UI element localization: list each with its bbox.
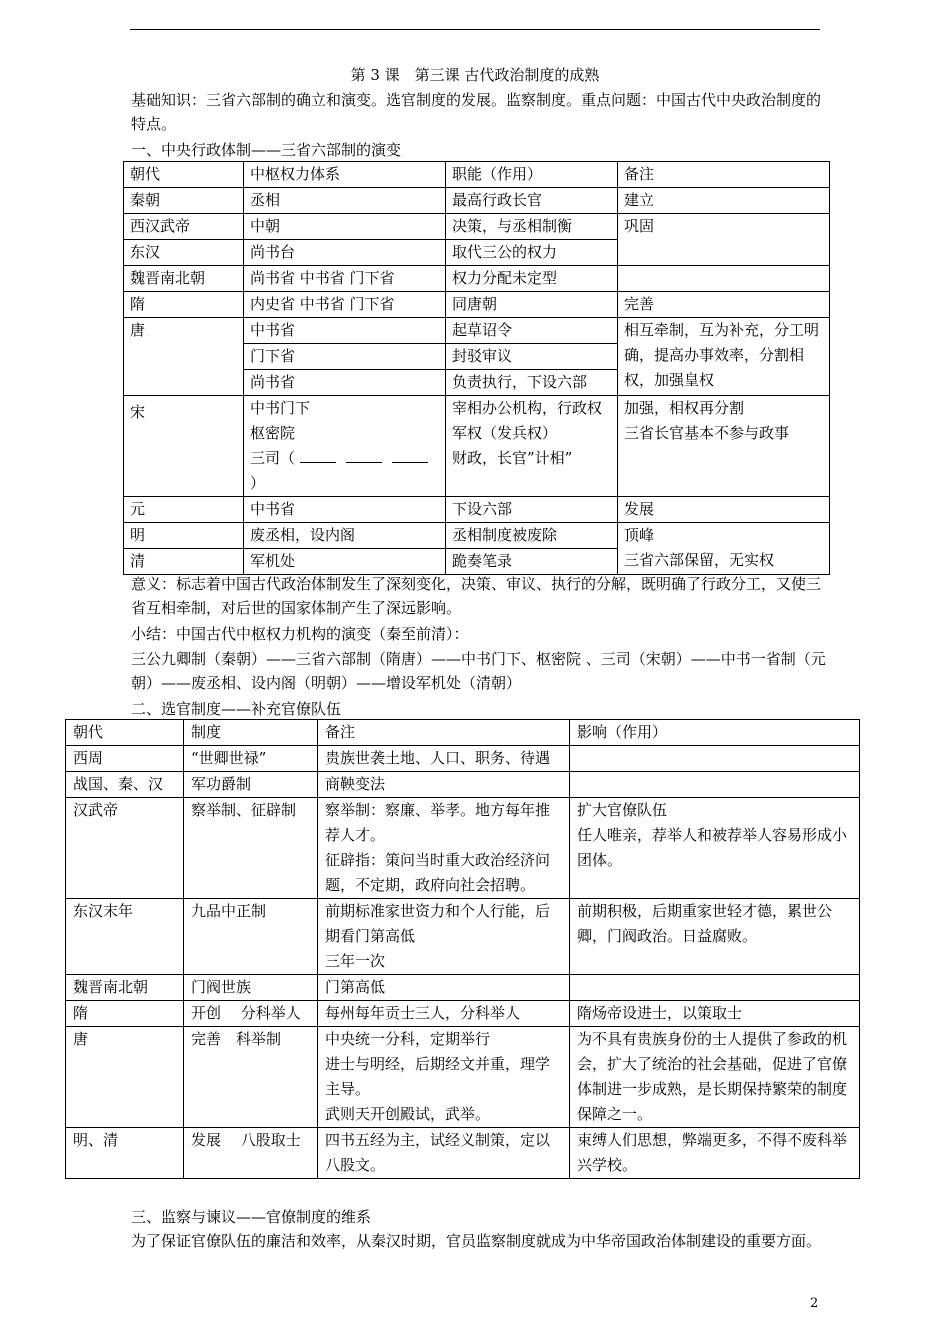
dynasty-cell: 汉武帝	[66, 798, 184, 899]
official-selection-table	[65, 719, 860, 1179]
fill-blank	[346, 448, 382, 463]
note-cell: 门第高低	[318, 975, 570, 1001]
central-admin-table	[123, 161, 830, 575]
dynasty-cell: 明	[124, 523, 244, 549]
note-line: 三省长官基本不参与政事	[624, 424, 790, 442]
body-line: 财政，长官”计相”	[452, 449, 573, 467]
sansi-close: ）	[250, 474, 266, 492]
header-cell: 制度	[184, 720, 318, 746]
dynasty-cell: 战国、秦、汉	[66, 772, 184, 798]
body-line: 中书门下	[250, 399, 311, 417]
body-cell: 跪奏笔录	[446, 549, 618, 575]
body-cell: 负责执行，下设六部	[446, 370, 618, 396]
body-cell: 起草诏令	[446, 318, 618, 344]
note-cell: 四书五经为主，试经义制策，定以八股文。	[318, 1128, 570, 1179]
dynasty-cell: 秦朝	[124, 188, 244, 214]
significance-text: 意义：标志着中国古代政治体制发生了深刻变化，决策、审议、执行的分解，既明确了行政分工，又使三省互相牵制，对后世的国家体制产生了深远影响。	[131, 575, 822, 617]
dynasty-cell: 隋	[66, 1001, 184, 1027]
header-cell: 影响（作用）	[570, 720, 860, 746]
table-row	[66, 899, 860, 975]
section3-body: 为了保证官僚队伍的廉洁和效率，从秦汉时期，官员监察制度就成为中华帝国政治体制建设的重要方面。	[131, 1232, 822, 1250]
body-line	[250, 446, 439, 496]
body-line: 军权（发兵权）	[452, 424, 558, 442]
table-row	[66, 772, 860, 798]
note-cell	[618, 396, 830, 497]
body-cell: 取代三公的权力	[446, 240, 618, 266]
note-line: 进士与明经，后期经文并重，理学主导。	[325, 1055, 551, 1098]
table-row	[124, 497, 830, 523]
body-cell: 尚书台	[244, 240, 446, 266]
dynasty-cell: 明、清	[66, 1128, 184, 1179]
dynasty-cell: 魏晋南北朝	[124, 266, 244, 292]
body-cell: 中书省	[244, 318, 446, 344]
system-cell: 发展 八股取士	[184, 1128, 318, 1179]
table-header-row	[124, 162, 830, 188]
summary-title: 小结：中国古代中枢权力机构的演变（秦至前清）：	[131, 625, 469, 643]
note-line: 加强，相权再分割	[624, 399, 745, 417]
system-cell: 开创 分科举人	[184, 1001, 318, 1027]
body-cell: 中书省	[244, 497, 446, 523]
impact-cell	[570, 975, 860, 1001]
table-row	[124, 266, 830, 292]
body-cell: 丞相	[244, 188, 446, 214]
table-row	[124, 292, 830, 318]
body-line: 宰相办公机构，行政权	[452, 399, 603, 417]
note-cell: 建立	[618, 188, 830, 214]
table-row	[66, 975, 860, 1001]
table-row	[66, 1027, 860, 1128]
intro-text: 基础知识：三省六部制的确立和演变。选官制度的发展。监察制度。重点问题：中国古代中央政治制度的特点。	[131, 91, 822, 133]
table-row	[124, 396, 830, 497]
dynasty-cell: 魏晋南北朝	[66, 975, 184, 1001]
table-row	[124, 318, 830, 344]
page-title: 第 3 课 第三课 古代政治制度的成熟	[350, 66, 600, 84]
note-cell	[618, 266, 830, 292]
body-cell: 军机处	[244, 549, 446, 575]
table-row	[66, 746, 860, 772]
body-cell: 废丞相，设内阁	[244, 523, 446, 549]
dynasty-cell: 东汉	[124, 240, 244, 266]
header-cell: 备注	[618, 162, 830, 188]
note-line: 前期标准家世资力和个人行能，后期看门第高低	[325, 902, 551, 945]
table-row	[124, 188, 830, 214]
dynasty-label: 宋	[130, 403, 146, 421]
body-cell: 内史省 中书省 门下省	[244, 292, 446, 318]
table-row	[66, 1128, 860, 1179]
table-row	[124, 214, 830, 240]
body-cell: 下设六部	[446, 497, 618, 523]
note-cell	[318, 899, 570, 975]
note-line: 征辟指：策问当时重大政治经济问题，不定期，政府向社会招聘。	[325, 851, 551, 894]
note-line: 顶峰	[624, 526, 655, 544]
body-cell	[244, 396, 446, 497]
note-cell: 发展	[618, 497, 830, 523]
header-cell: 朝代	[66, 720, 184, 746]
section1-heading: 一、中央行政体制——三省六部制的演变	[131, 141, 402, 159]
table-row	[66, 798, 860, 899]
note-line: 三省六部保留，无实权	[624, 551, 775, 569]
system-cell: 完善 科举制	[184, 1027, 318, 1128]
note-cell	[318, 1027, 570, 1128]
header-cell: 中枢权力体系	[244, 162, 446, 188]
impact-cell: 前期积极，后期重家世轻才德，累世公卿，门阀政治。日益腐败。	[570, 899, 860, 975]
impact-cell	[570, 798, 860, 899]
body-cell: 尚书省	[244, 370, 446, 396]
header-cell: 朝代	[124, 162, 244, 188]
impact-cell	[570, 746, 860, 772]
impact-line: 任人唯亲，荐举人和被荐举人容易形成小团体。	[577, 826, 848, 869]
header-rule	[130, 29, 820, 30]
section3-heading: 三、监察与谏议——官僚制度的维系	[131, 1208, 372, 1226]
note-cell: 商鞅变法	[318, 772, 570, 798]
dynasty-cell: 唐	[124, 318, 244, 396]
note-line: 武则天开创殿试，武举。	[325, 1105, 491, 1123]
note-cell: 每州每年贡士三人，分科举人	[318, 1001, 570, 1027]
table-row	[66, 1001, 860, 1027]
dynasty-cell: 唐	[66, 1027, 184, 1128]
note-line: 三年一次	[325, 952, 386, 970]
body-cell: 同唐朝	[446, 292, 618, 318]
system-cell: 察举制、征辟制	[184, 798, 318, 899]
body-cell: 尚书省 中书省 门下省	[244, 266, 446, 292]
system-cell: 军功爵制	[184, 772, 318, 798]
impact-cell: 为不具有贵族身份的士人提供了参政的机会，扩大了统治的社会基础，促进了官僚体制进一步成熟，是长期保持繁荣的制度保障之一。	[570, 1027, 860, 1128]
body-cell: 决策，与丞相制衡	[446, 214, 618, 240]
fill-blank	[392, 448, 428, 463]
dynasty-cell: 东汉末年	[66, 899, 184, 975]
impact-cell	[570, 772, 860, 798]
body-cell: 封驳审议	[446, 344, 618, 370]
note-cell: 贵族世袭土地、人口、职务、待遇	[318, 746, 570, 772]
dynasty-cell	[124, 396, 244, 497]
body-cell: 丞相制度被废除	[446, 523, 618, 549]
impact-line: 扩大官僚队伍	[577, 801, 668, 819]
dynasty-cell: 西周	[66, 746, 184, 772]
sansi-label: 三司（	[250, 449, 296, 467]
note-cell	[318, 798, 570, 899]
header-cell: 职能（作用）	[446, 162, 618, 188]
dynasty-cell: 西汉武帝	[124, 214, 244, 240]
table-header-row	[66, 720, 860, 746]
body-cell: 权力分配未定型	[446, 266, 618, 292]
table-row	[124, 523, 830, 549]
body-cell	[446, 396, 618, 497]
dynasty-cell: 元	[124, 497, 244, 523]
note-cell: 相互牵制，互为补充，分工明确，提高办事效率，分割相权，加强皇权	[618, 318, 830, 396]
impact-cell: 隋炀帝设进士，以策取士	[570, 1001, 860, 1027]
system-cell: 门阀世族	[184, 975, 318, 1001]
body-line: 枢密院	[250, 424, 296, 442]
page-number: 2	[810, 1296, 819, 1311]
note-cell	[618, 523, 830, 575]
system-cell: 九品中正制	[184, 899, 318, 975]
dynasty-cell: 隋	[124, 292, 244, 318]
body-cell: 中朝	[244, 214, 446, 240]
dynasty-cell: 清	[124, 549, 244, 575]
fill-blank	[300, 448, 336, 463]
section2-heading: 二、选官制度——补充官僚队伍	[131, 700, 342, 718]
body-cell: 门下省	[244, 344, 446, 370]
summary-body: 三公九卿制（秦朝）——三省六部制（隋唐）——中书门下、枢密院 、三司（宋朝）——中书一省制（元朝）——废丞相、设内阁（明朝）——增设军机处（清朝）	[131, 650, 826, 692]
note-line: 中央统一分科，定期举行	[325, 1030, 491, 1048]
impact-cell: 束缚人们思想，弊端更多，不得不废科举兴学校。	[570, 1128, 860, 1179]
note-line: 察举制：察廉、举孝。地方每年推荐人才。	[325, 801, 551, 844]
header-cell: 备注	[318, 720, 570, 746]
note-cell: 巩固	[618, 214, 830, 266]
note-cell: 完善	[618, 292, 830, 318]
body-cell: 最高行政长官	[446, 188, 618, 214]
system-cell: “世卿世禄”	[184, 746, 318, 772]
